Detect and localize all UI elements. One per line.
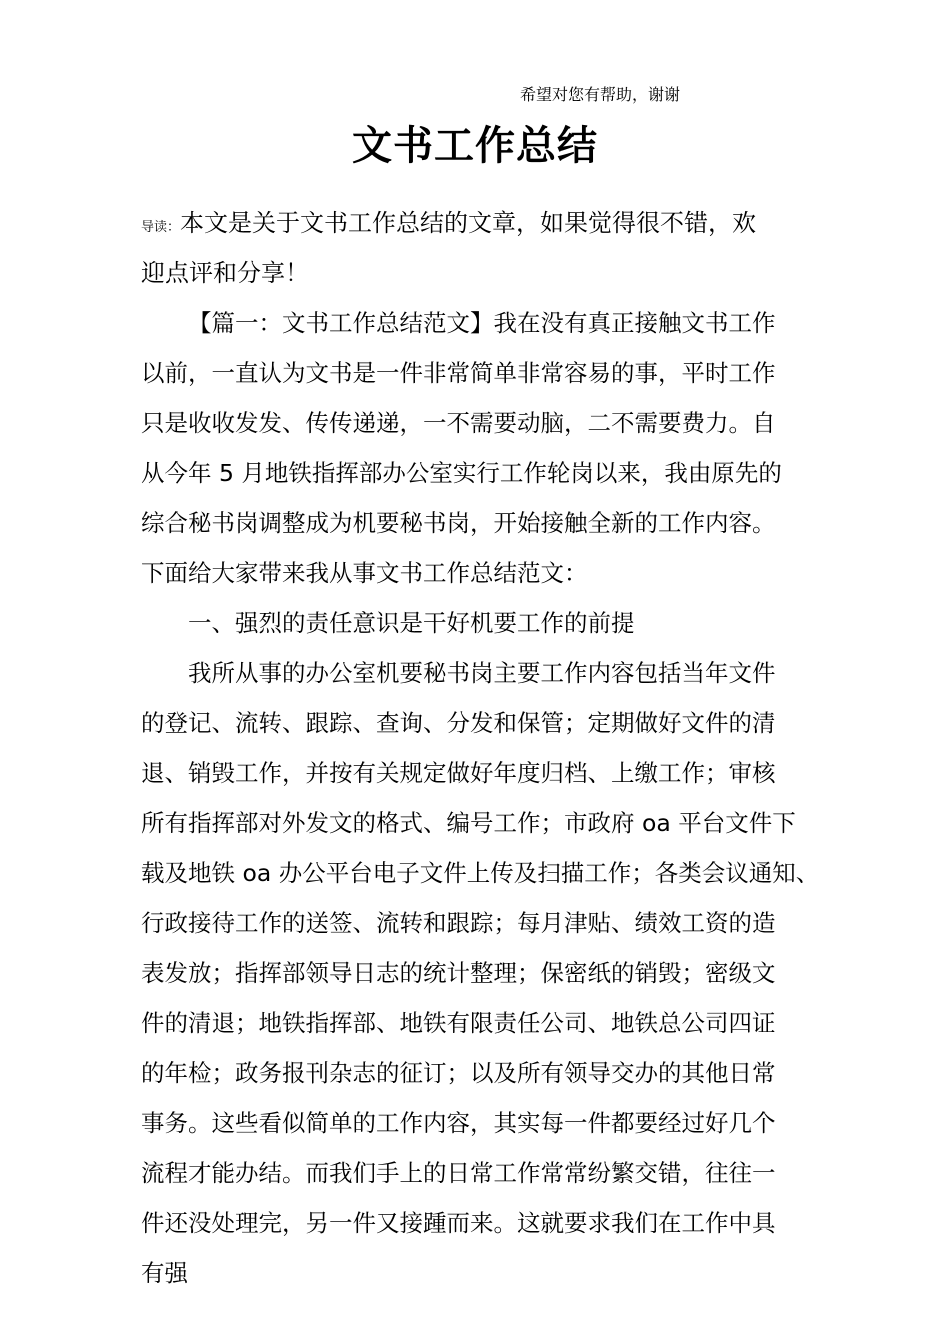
body-line: 行政接待工作的送签、流转和跟踪；每月津贴、绩效工资的造 [141,909,776,937]
body-line: 只是收收发发、传传递递，一不需要动脑，二不需要费力。自 [141,409,776,437]
body-line: 我所从事的办公室机要秘书岗主要工作内容包括当年文件 [188,659,776,687]
body-line: 的年检；政务报刊杂志的征订；以及所有领导交办的其他日常 [141,1059,776,1087]
body-line: 综合秘书岗调整成为机要秘书岗，开始接触全新的工作内容。 [141,509,776,537]
lead-text-continued: 迎点评和分享！ [141,259,309,287]
section-heading: 一、强烈的责任意识是干好机要工作的前提 [188,609,635,637]
lead-label: 导读： [141,220,181,235]
lead-paragraph [141,198,821,248]
body-line: 载及地铁 oa 办公平台电子文件上传及扫描工作；各类会议通知、 [141,859,820,887]
body-line: 件的清退；地铁指挥部、地铁有限责任公司、地铁总公司四证 [141,1009,776,1037]
body-line: 下面给大家带来我从事文书工作总结范文： [141,559,588,587]
body-line: 件还没处理完，另一件又接踵而来。这就要求我们在工作中具 [141,1209,776,1237]
header-note: 希望对您有帮助，谢谢 [520,85,681,104]
body-line: 退、销毁工作，并按有关规定做好年度归档、上缴工作；审核 [141,759,776,787]
body-line: 事务。这些看似简单的工作内容，其实每一件都要经过好几个 [141,1109,776,1137]
page-title: 文书工作总结 [352,123,598,169]
body-line: 流程才能办结。而我们手上的日常工作常常纷繁交错，往往一 [141,1159,776,1187]
body-line: 表发放；指挥部领导日志的统计整理；保密纸的销毁；密级文 [141,959,776,987]
body-line: 的登记、流转、跟踪、查询、分发和保管；定期做好文件的清 [141,709,776,737]
document-body [141,198,821,1298]
body-line: 从今年 5 月地铁指挥部办公室实行工作轮岗以来，我由原先的 [141,459,782,487]
body-line: 以前，一直认为文书是一件非常简单非常容易的事，平时工作 [141,359,776,387]
lead-text: 本文是关于文书工作总结的文章，如果觉得很不错，欢 [180,209,757,237]
body-line: 有强 [141,1259,188,1287]
body-line: 【篇一：文书工作总结范文】我在没有真正接触文书工作 [188,309,776,337]
body-line: 所有指挥部对外发文的格式、编号工作；市政府 oa 平台文件下 [141,809,796,837]
